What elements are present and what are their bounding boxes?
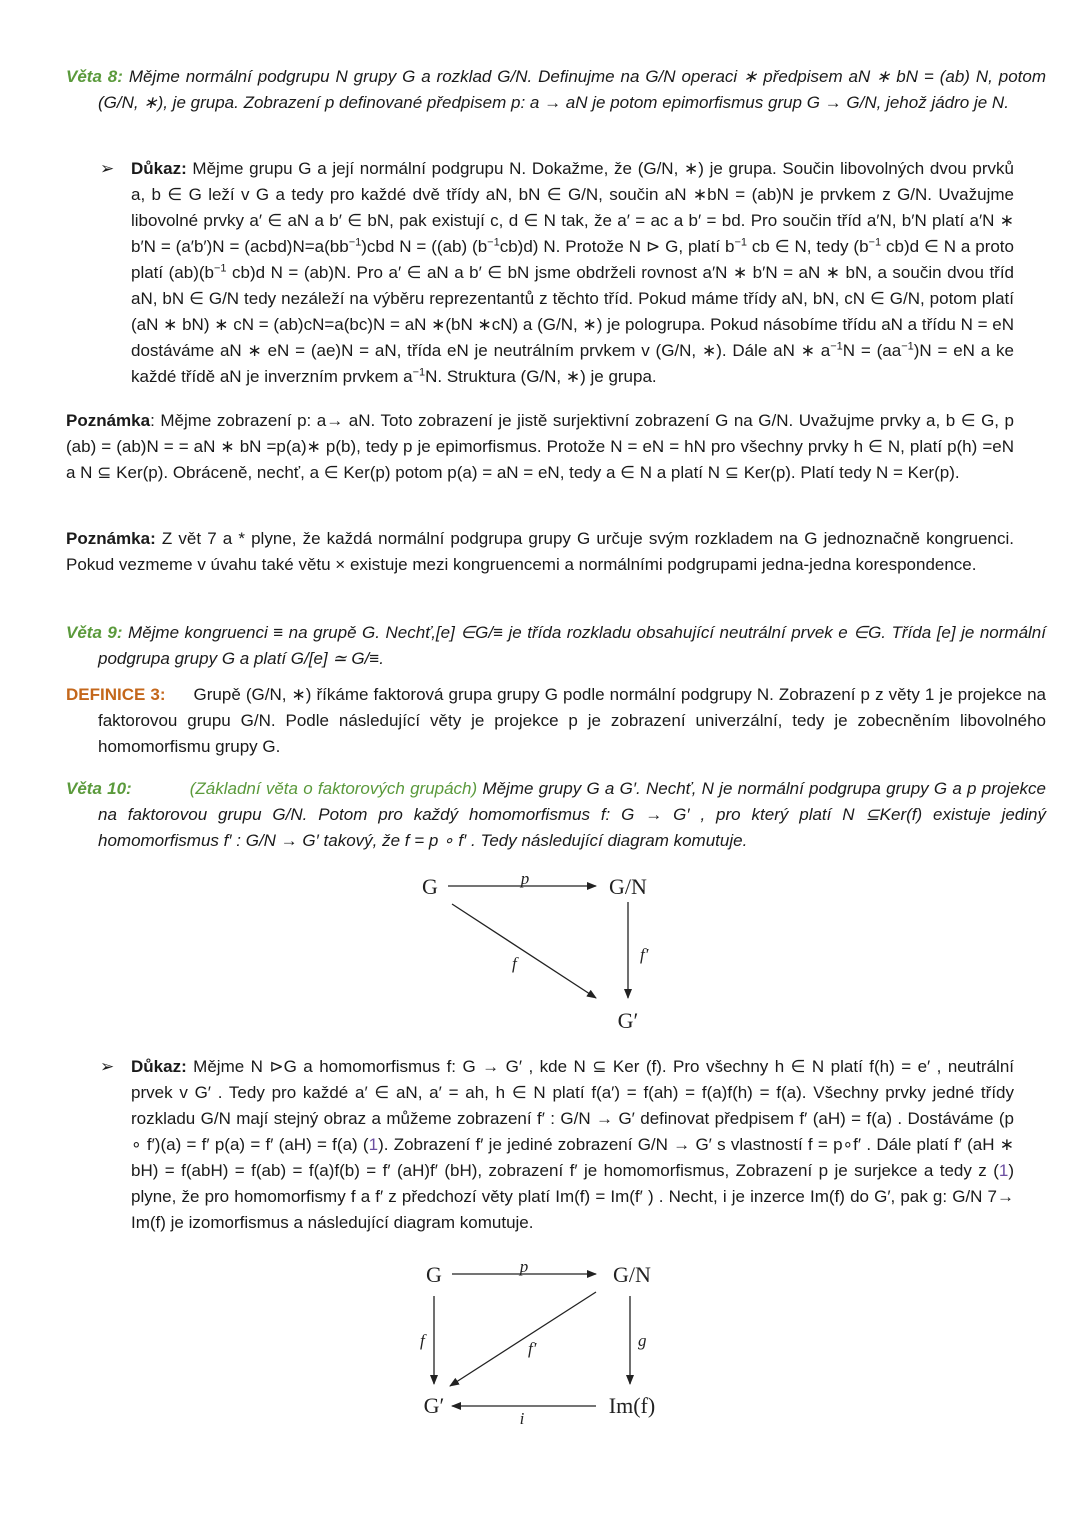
proof-1-text: )cbd N = ((ab) (b <box>361 237 488 256</box>
note-1-label: Poznámka <box>66 411 151 430</box>
proof-1-text: cb)d) N. Protože N ⊳ G, platí b <box>499 237 735 256</box>
theorem-8-label: Věta 8: <box>66 67 123 86</box>
diagram2-label-i: i <box>519 1409 525 1428</box>
superscript: −1 <box>901 340 914 353</box>
proof-1-label: Důkaz: <box>131 159 187 178</box>
diagram1-label-f: f <box>512 954 517 973</box>
diagram2-label-fprime: f′ <box>528 1339 537 1358</box>
diagram2-node-Imf: Im(f) <box>608 1393 656 1418</box>
proof-1-text: N. Struktura (G/N, ∗) je grupa. <box>425 367 657 386</box>
note-2-label: Poznámka: <box>66 529 156 548</box>
proof-1-text: N = (aa <box>842 341 902 360</box>
commutative-diagram-1 <box>400 862 680 1042</box>
diagram2-node-G: G <box>426 1262 442 1287</box>
note-1 <box>66 408 1014 486</box>
diagram1-label-p: p <box>520 869 530 888</box>
proof-2 <box>100 1054 1014 1236</box>
bullet-arrow-icon: ➢ <box>100 159 115 178</box>
superscript: −1 <box>487 236 500 249</box>
theorem-8 <box>66 64 1046 116</box>
superscript: −1 <box>348 236 362 249</box>
proof-1-text: cb ∈ N, tedy (b <box>747 237 869 256</box>
superscript: −1 <box>213 262 227 275</box>
theorem-9 <box>66 620 1046 672</box>
diagram2-label-g: g <box>638 1331 647 1350</box>
commutative-diagram-2 <box>400 1250 680 1430</box>
theorem-9-label: Věta 9: <box>66 623 123 642</box>
theorem-9-text: Mějme kongruenci ≡ na grupě G. Nechť,[e] ∈G/≡ je třída rozkladu obsahující neutrální prvek e ∈G. Třída [e] je normální podgrupa grupy G a platí G/[e] ≃ G/≡. <box>98 623 1046 668</box>
proof-1-text: cb)d ∈ N a proto platí (ab)(b <box>131 237 1014 282</box>
definition-3 <box>66 682 1046 760</box>
proof-2-label: Důkaz: <box>131 1057 187 1076</box>
diagram2-label-p: p <box>519 1257 529 1276</box>
diagram2-label-f: f <box>420 1331 425 1350</box>
diagram1-node-Gprime: G′ <box>617 1008 639 1033</box>
diagram1-node-GN: G/N <box>609 874 647 899</box>
theorem-10-subtitle: (Základní věta o faktorových grupách) <box>189 779 478 798</box>
proof-2-text: ). Zobrazení f′ je jediné zobrazení G/N → G′ s vlastností f = p∘f′ . Dále platí f′ (aH ∗ bH) = f(abH) = f(ab) = f(a)f(b) = f′ (aH)f′ (bH), zobrazení f′ je homomorfismus, Zobrazení p je surjekce a tedy z ( <box>131 1135 1014 1180</box>
diagram1-arrow-f <box>452 904 596 998</box>
superscript: −1 <box>830 340 843 353</box>
proof-2-text: Mějme N ⊳G a homomorfismus f: G → G′ , kde N ⊆ Ker (f). Pro všechny h ∈ N platí f(h) = e′ , neutrální prvek v G′ . Tedy pro každé a′ ∈ aN, a′ = ah, h ∈ N platí f(a′) = f(ah) = f(a)f(h) = f(a). Všechny prvky jedné třídy rozkladu G/N mají stejný obraz a můžeme zobrazení f′ : G/N → G′ definovat předpisem f′ (aH) = f(a) . Dostáváme (p ∘ f′)(a) = f′ p(a) = f′ (aH) = f(a) ( <box>131 1057 1014 1154</box>
superscript: −1 <box>412 366 426 379</box>
diagram1-label-fprime: f′ <box>640 945 649 964</box>
theorem-10-text: Mějme grupy G a G′. Nechť, N je normální podgrupa grupy G a p projekce na faktorovou grupu G/N. Potom pro každý homomorfismus f: G → G′ , pro který platí N ⊆Ker(f) existuje jediný homomorfismus f′ : G/N → G′ takový, že f = p ∘ f′ . Tedy následující diagram komutuje. <box>98 779 1047 850</box>
proof-2-body <box>131 1054 1014 1236</box>
proof-1 <box>100 156 1014 390</box>
diagram2-node-GN: G/N <box>613 1262 651 1287</box>
proof-1-text: Mějme grupu G a její normální podgrupu N. Dokažme, že (G/N, ∗) je grupa. Součin libovolných dvou prvků a, b ∈ G leží v G a tedy pro každé dvě třídy aN, bN ∈ G/N, součin aN ∗bN = (ab)N je prvkem z G/N. Uvažujme libovolné prvky a′ ∈ aN a b′ ∈ bN, pak existují c, d ∈ N tak, že a′ = ac a b′ = bd. Pro součin tříd a′N, b′N platí a′N ∗ b′N = (a′b′)N = (acbd)N=a(bb <box>131 159 1014 256</box>
equation-ref: 1 <box>368 1135 379 1154</box>
equation-ref: 1 <box>998 1161 1009 1180</box>
definition-3-text: Grupě (G/N, ∗) říkáme faktorová grupa grupy G podle normální podgrupy N. Zobrazení p z věty 1 je projekce na faktorovou grupu G/N. Podle následující věty je projekce p je zobrazení univerzální, tedy je zobecněním libovolného homomorfismu grupy G. <box>98 685 1046 756</box>
proof-1-text: cb)d N = (ab)N. Pro a′ ∈ aN a b′ ∈ bN jsme obdrželi rovnost a′N ∗ b′N = aN ∗ bN, a součin dvou tříd aN, bN ∈ G/N tedy nezáleží na výběru reprezentantů z těchto tříd. Pokud máme třídy aN, bN, cN ∈ G/N, potom platí (aN ∗ bN) ∗ cN = (ab)cN=a(bc)N = aN ∗(bN ∗cN) a (G/N, ∗) je pologrupa. Pokud násobíme třídu aN a třídu N = eN dostáváme aN ∗ eN = (ae)N = aN, třída eN je neutrálním prvkem v (G/N, ∗). Dále aN ∗ a <box>131 263 1014 360</box>
note-2-text: Z vět 7 a * plyne, že každá normální podgrupa grupy G určuje svým rozkladem na G jednoznačně kongruenci. Pokud vezmeme v úvahu také větu × existuje mezi kongruencemi a normálními podgrupami jedna-jedna korespondence. <box>66 529 1014 574</box>
superscript: −1 <box>734 236 747 249</box>
diagram2-arrow-fprime <box>450 1292 596 1386</box>
theorem-10-label: Věta 10: <box>66 779 132 798</box>
definition-3-label: DEFINICE 3: <box>66 685 166 704</box>
proof-1-body <box>131 156 1014 390</box>
theorem-10 <box>66 776 1046 854</box>
note-1-text: : Mějme zobrazení p: a→ aN. Toto zobrazení je jistě surjektivní zobrazení G na G/N. Uvažujme prvky a, b ∈ G, p (ab) = (ab)N = = aN ∗ bN =p(a)∗ p(b), tedy p je epimorfismus. Protože N = eN = hN pro všechny prvky h ∈ N, platí p(h) =eN a N ⊆ Ker(p). Obráceně, nechť, a ∈ Ker(p) potom p(a) = aN = eN, tedy a ∈ N a platí N ⊆ Ker(p). Platí tedy N = Ker(p). <box>66 411 1014 482</box>
proof-1-text: )N = eN a ke každé třídě aN je inverzním prvkem a <box>131 341 1014 386</box>
diagram1-node-G: G <box>422 874 438 899</box>
bullet-arrow-icon: ➢ <box>100 1057 115 1076</box>
diagram2-node-Gprime: G′ <box>423 1393 445 1418</box>
superscript: −1 <box>868 236 882 249</box>
proof-2-text: ) plyne, že pro homomorfismy f a f′ z předchozí věty platí Im(f) = Im(f′ ) . Necht, i je inzerce Im(f) do G′, pak g: G/N 7→ Im(f) je izomorfismus a následující diagram komutuje. <box>131 1161 1014 1232</box>
note-2 <box>66 526 1014 578</box>
theorem-8-text: Mějme normální podgrupu N grupy G a rozklad G/N. Definujme na G/N operaci ∗ předpisem aN ∗ bN = (ab) N, potom (G/N, ∗), je grupa. Zobrazení p definované předpisem p: a → aN je potom epimorfismus grup G → G/N, jehož jádro je N. <box>98 67 1046 112</box>
